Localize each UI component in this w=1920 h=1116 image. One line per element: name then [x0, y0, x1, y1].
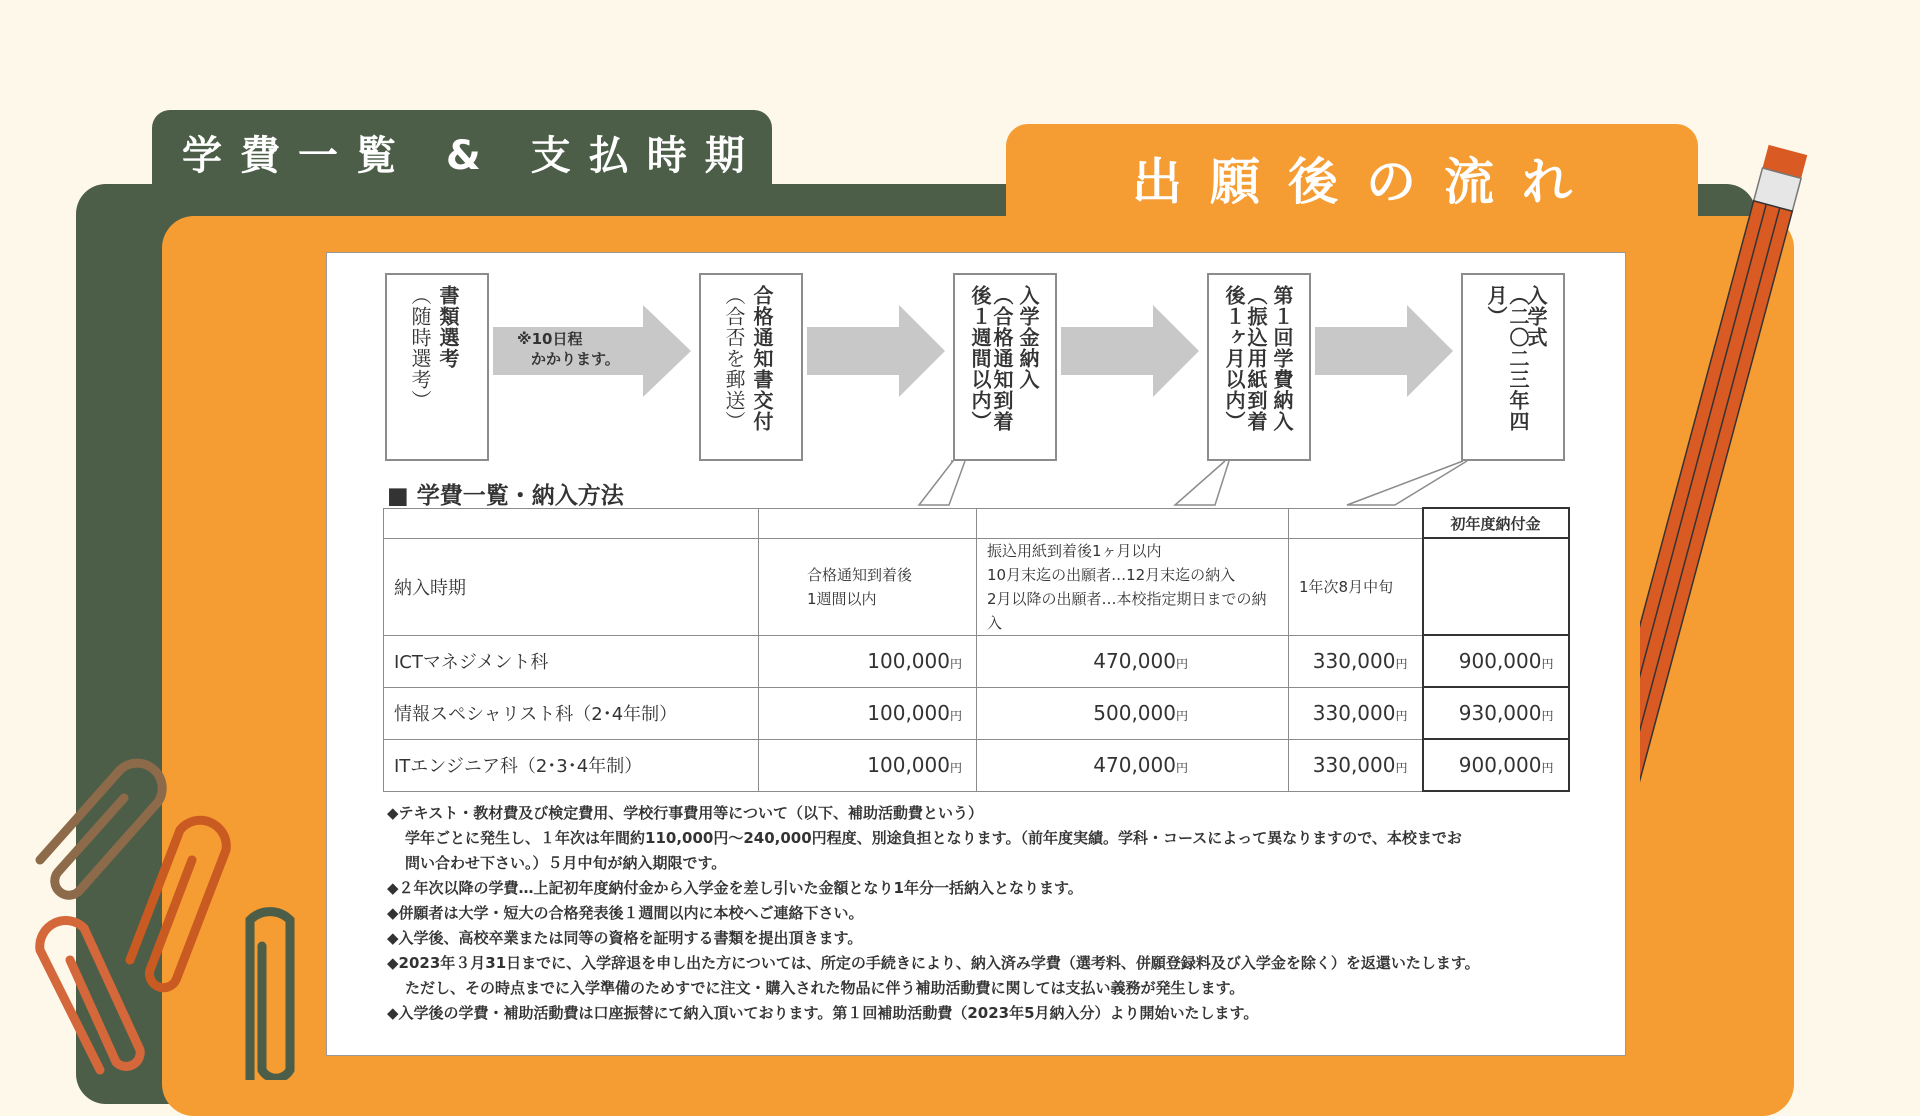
fee-document: [326, 252, 1626, 1056]
paperclip-icon: [250, 912, 290, 1080]
folder-tab-label-flow: 出願後の流れ: [1132, 153, 1600, 211]
flow-note-line: かかります。: [531, 350, 620, 368]
table-row: [384, 687, 1569, 739]
flow-arrow-icon: [807, 305, 947, 397]
flow-step-screening: [385, 273, 489, 461]
flow-note-line: ※10日程: [517, 330, 583, 348]
flow-step-admission-fee: [953, 273, 1057, 461]
fee-cell: 470,000円: [977, 739, 1289, 791]
note-line: 問い合わせ下さい。）５月中旬が納入期限です。: [405, 854, 727, 872]
flow-step-sub: （合否を郵送）: [722, 285, 746, 432]
flow-step-entrance-ceremony: [1461, 273, 1565, 461]
notes-block: [387, 801, 1480, 1026]
table-header-col2: 振込用紙到着後1ヶ月以内 10月末迄の出願者…12月末迄の納入 2月以降の出願者…本校指定期日までの納入: [977, 538, 1289, 635]
flow-step-sub: （随時選考）: [408, 285, 432, 411]
note-line: ◆入学後の学費・補助活動費は口座振替にて納入頂いております。第１回補助活動費（2023年5月納入分）より開始いたします。: [387, 1004, 1259, 1022]
table-header-first-year: 初年度納付金: [1423, 508, 1569, 538]
pencil-decoration: [1640, 140, 1920, 980]
fee-table: [383, 507, 1570, 792]
course-name: ITエンジニア科（2･3･4年制）: [384, 739, 759, 791]
flow-step-main: 入学式: [1524, 285, 1548, 348]
fee-cell: 330,000円: [1289, 635, 1423, 687]
flow-note: [517, 329, 620, 369]
note-line: 学年ごとに発生し、１年次は年間約110,000円〜240,000円程度、別途負担となります。（前年度実績。学科・コースによって異なりますので、本校までお: [405, 829, 1462, 847]
flow-step-sub: （合格通知到着後１週間以内）: [968, 285, 1014, 432]
flow-arrow-icon: [1061, 305, 1201, 397]
table-header-col3: 1年次8月中旬: [1289, 538, 1423, 635]
fee-cell: 330,000円: [1289, 739, 1423, 791]
table-row: [384, 538, 1569, 635]
table-header-col1: 合格通知到着後 1週間以内: [759, 538, 977, 635]
fee-cell: 470,000円: [977, 635, 1289, 687]
fee-cell-total: 900,000円: [1423, 739, 1569, 791]
paperclip-icon: [130, 820, 226, 987]
pencil-body: [1640, 201, 1792, 868]
note-line: ◆テキスト・教材費及び検定費用、学校行事費用等について（以下、補助活動費という）: [387, 804, 983, 822]
fee-cell: 100,000円: [759, 635, 977, 687]
course-name: ICTマネジメント科: [384, 635, 759, 687]
fee-cell: 500,000円: [977, 687, 1289, 739]
fee-cell: 330,000円: [1289, 687, 1423, 739]
table-row: [384, 635, 1569, 687]
paperclip-icon: [40, 763, 162, 895]
fee-cell: 100,000円: [759, 739, 977, 791]
flow-arrow-icon: [1315, 305, 1455, 397]
paperclip-icon: [40, 921, 140, 1070]
table-row: [384, 508, 1569, 538]
flow-step-sub: （振込用紙到着後１ヶ月以内）: [1222, 285, 1268, 432]
flow-step-acceptance: [699, 273, 803, 461]
folder-tab-label-fees: 学費一覧 & 支払時期: [182, 133, 763, 179]
note-line: ◆２年次以降の学費…上記初年度納付金から入学金を差し引いた金額となり1年分一括納入となります。: [387, 879, 1083, 897]
fee-cell-total: 930,000円: [1423, 687, 1569, 739]
flow-step-main: 第１回学費納入: [1270, 285, 1294, 432]
note-line: ◆入学後、高校卒業または同等の資格を証明する書類を提出頂きます。: [387, 929, 863, 947]
paperclips-decoration: [0, 750, 330, 1080]
table-row: [384, 739, 1569, 791]
flow-step-first-tuition: [1207, 273, 1311, 461]
fee-cell-total: 900,000円: [1423, 635, 1569, 687]
section-title: ■ 学費一覧・納入方法: [387, 483, 624, 509]
course-name: 情報スペシャリスト科（2･4年制）: [384, 687, 759, 739]
flow-step-sub: （二〇二三年四月）: [1484, 285, 1530, 432]
flow-step-main: 書類選考: [436, 285, 460, 369]
note-line: ◆2023年３月31日までに、入学辞退を申し出た方については、所定の手続きにより、納入済み学費（選考料、併願登録料及び入学金を除く）を返還いたします。: [387, 954, 1480, 972]
table-header-payment-timing: 納入時期: [384, 538, 759, 635]
fee-cell: 100,000円: [759, 687, 977, 739]
note-line: ◆併願者は大学・短大の合格発表後１週間以内に本校へご連絡下さい。: [387, 904, 864, 922]
flow-step-main: 入学金納入: [1016, 285, 1040, 390]
flow-step-main: 合格通知書交付: [750, 285, 774, 432]
note-line: ただし、その時点までに入学準備のためすでに注文・購入された物品に伴う補助活動費に関しては支払い義務が発生します。: [405, 979, 1245, 997]
